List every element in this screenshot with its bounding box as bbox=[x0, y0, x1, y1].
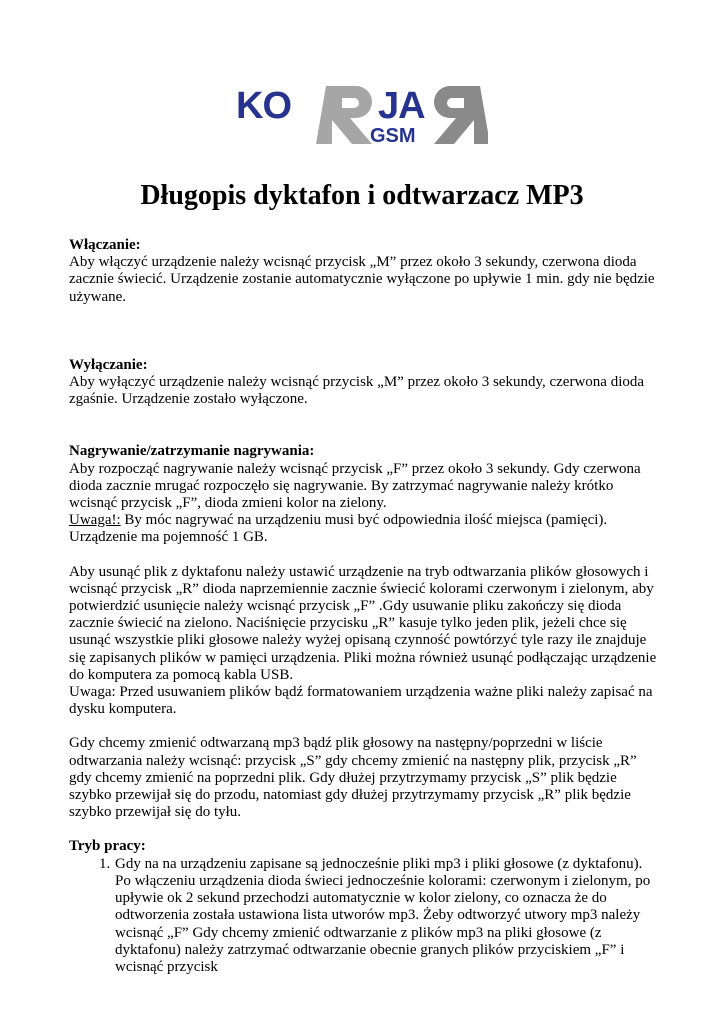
paragraph-off: Aby wyłączyć urządzenie należy wcisnąć przycisk „M” przez około 3 sekundy, czerwona dioda zgaśnie. Urządzenie zostało wyłączone. bbox=[69, 374, 645, 408]
paragraph-on: Aby włączyć urządzenie należy wcisnąć przycisk „M” przez około 3 sekundy, czerwona dioda zacznie świecić. Urządzenie zostanie automatycznie wyłączone po upływie 1 min. gdy nie będzie używane. bbox=[69, 254, 655, 305]
paragraph-record-warning bbox=[69, 512, 659, 546]
paragraph-delete-note: Uwaga: Przed usuwaniem plików bądź formatowaniem urządzenia ważne pliki należy zapisać na dysku komputera. bbox=[69, 684, 653, 718]
logo-r-shape bbox=[316, 86, 372, 144]
heading-on: Włączanie: bbox=[69, 237, 141, 253]
list-item-number: 1. bbox=[99, 855, 111, 872]
list-item-text: Gdy na na urządzeniu zapisane są jednocześnie pliki mp3 i pliki głosowe (z dyktafonu). Po włączeniu urządzenia dioda świeci jednocześnie kolorami: czerwonym i zielonym, po upływie ok 2 sekund przechodzi automatycznie w kolor zielony, co oznacza że do odtworzenia została ustawiona lista utworów mp3. Żeby odtworzyć utwory mp3 należy wcisnąć „F” Gdy chcemy zmienić odtwarzanie z plików mp3 na pliki głosowe (z dyktafonu) należy zatrzymać odtwarzanie obecnie granych plików przyciskiem „F” i wcisnąć przycisk bbox=[115, 855, 651, 975]
logo-text-ja: JA bbox=[378, 85, 425, 127]
heading-off: Wyłączanie: bbox=[69, 356, 148, 373]
heading-mode: Tryb pracy: bbox=[69, 838, 146, 855]
document-body bbox=[69, 237, 659, 976]
heading-record: Nagrywanie/zatrzymanie nagrywania: bbox=[69, 443, 315, 460]
logo-text-gsm: GSM bbox=[370, 125, 416, 147]
warning-text: By móc nagrywać na urządzeniu musi być odpowiednia ilość miejsca (pamięci). Urządzenie ma pojemność 1 GB. bbox=[69, 512, 608, 546]
mode-list bbox=[69, 856, 659, 976]
warning-label: Uwaga!: bbox=[69, 512, 121, 529]
paragraph-switch: Gdy chcemy zmienić odtwarzaną mp3 bądź plik głosowy na następny/poprzedni w liście odtwarzania należy wcisnąć: przycisk „S” gdy chcemy zmienić na następny plik, przycisk „R” gdy chcemy zmienić na poprzedni plik. Gdy dłużej przytrzymamy przycisk „S” plik będzie szybko przewijał się do przodu, natomiast gdy dłużej przytrzymamy przycisk „R” plik będzie szybko przewijał się do tyłu. bbox=[69, 735, 637, 821]
paragraph-record: Aby rozpocząć nagrywanie należy wcisnąć przycisk „F” przez około 3 sekundy. Gdy czerwona dioda zacznie mrugać rozpoczęło się nagrywanie. By zatrzymać nagrywanie należy krótko wcisnąć przycisk „F”, dioda zmieni kolor na zielony. bbox=[69, 460, 641, 512]
logo-text-ko: KO bbox=[236, 85, 291, 127]
list-item bbox=[69, 856, 659, 976]
page-title: Długopis dyktafon i odtwarzacz MP3 bbox=[140, 180, 584, 211]
paragraph-delete: Aby usunąć plik z dyktafonu należy ustawić urządzenie na tryb odtwarzania plików głosowych i wcisnąć przycisk „R” dioda naprzemiennie zacznie świecić kolorami czerwonym i zielonym, aby potwierdzić usunięcie należy wcisnąć przycisk „F” .Gdy usuwanie pliku zakończy się dioda zacznie świecić na zielono. Naciśnięcie przycisku „R” kasuje tylko jeden plik, jeżeli chce się usunąć wszystkie pliki głosowe należy wyżej opisaną czynność powtórzyć tyle razy ile znajduje się zapisanych plików w pamięci urządzenia. Pliki można również usunąć podłączając urządzenie do komputera za pomocą kabla USB. bbox=[69, 563, 657, 683]
logo-mirrored-r-shape bbox=[434, 86, 488, 144]
korjar-gsm-logo bbox=[234, 82, 488, 148]
